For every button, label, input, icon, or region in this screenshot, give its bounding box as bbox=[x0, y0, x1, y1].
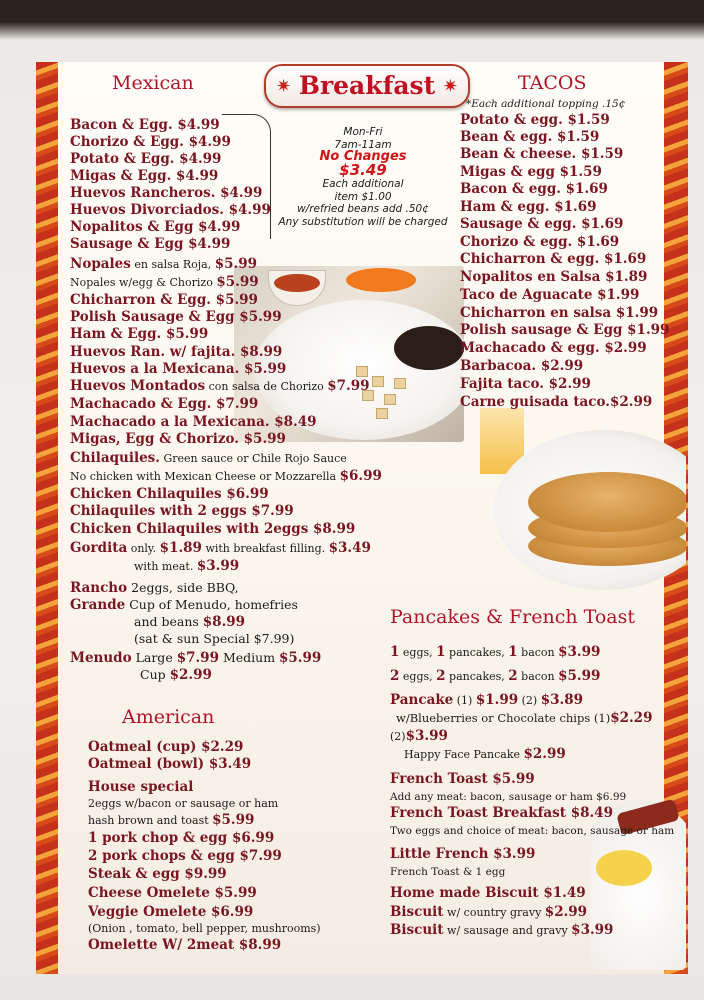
menu-item: Migas & Egg. $4.99 bbox=[70, 168, 219, 184]
item-price: $3.49 bbox=[328, 540, 371, 556]
taco-item: Nopalitos en Salsa $1.89 bbox=[460, 269, 648, 285]
item-price: $3.99 bbox=[558, 644, 601, 660]
taco-item: Barbacoa. $2.99 bbox=[460, 358, 584, 374]
taco-item: Taco de Aguacate $1.99 bbox=[460, 287, 640, 303]
potato-image bbox=[356, 366, 368, 377]
beans-image bbox=[394, 326, 464, 370]
pancakes-photo bbox=[468, 408, 686, 598]
item-name: Rancho bbox=[70, 580, 128, 596]
item-desc: eggs, bbox=[399, 646, 437, 659]
item-price: $5.99 bbox=[214, 256, 258, 272]
pancake-item: Home made Biscuit $1.49 bbox=[390, 885, 586, 901]
pancake-item-desc: Add any meat: bacon, sausage or ham $6.99 bbox=[390, 791, 627, 803]
item-qty: 2 bbox=[436, 668, 446, 684]
menu-item bbox=[70, 540, 371, 557]
taco-item: Chicharron en salsa $1.99 bbox=[460, 305, 659, 321]
item-price: $3.89 bbox=[540, 692, 583, 708]
menu-item: Chilaquiles with 2 eggs $7.99 bbox=[70, 503, 294, 519]
pancake-item bbox=[404, 746, 566, 763]
item-desc: only. bbox=[127, 542, 160, 555]
item-desc: and beans bbox=[134, 614, 203, 629]
menu-item: Cheese Omelete $5.99 bbox=[88, 885, 257, 901]
menu-item-desc: 2eggs w/bacon or sausage or ham bbox=[88, 797, 279, 810]
item-desc: bacon bbox=[517, 670, 559, 683]
menu-item: Potato & Egg. $4.99 bbox=[70, 151, 222, 167]
item-price: $5.99 bbox=[558, 668, 601, 684]
soup-image bbox=[274, 274, 320, 292]
menu-item: Machacado a la Mexicana. $8.49 bbox=[70, 414, 317, 430]
potato-image bbox=[384, 394, 396, 405]
pancake-item-desc: French Toast & 1 egg bbox=[390, 866, 506, 878]
pancake-item bbox=[390, 728, 448, 745]
special-line4: Any substitution will be charged bbox=[278, 215, 448, 228]
mexican-heading: Mexican bbox=[112, 72, 194, 94]
item-price: $6.99 bbox=[339, 468, 382, 484]
item-desc: Large bbox=[131, 650, 177, 665]
item-name: Biscuit bbox=[390, 904, 444, 920]
potato-image bbox=[376, 408, 388, 419]
breakfast-title-banner bbox=[264, 64, 470, 108]
menu-item bbox=[70, 274, 259, 291]
item-desc: hash brown and toast bbox=[88, 814, 213, 827]
item-price: $3.99 bbox=[196, 558, 240, 574]
item-desc: No chicken with Mexican Cheese or Mozzarella bbox=[70, 470, 340, 483]
item-desc: with breakfast filling. bbox=[201, 542, 329, 555]
menu-item: Huevos Divorciados. $4.99 bbox=[70, 202, 271, 218]
menu-item bbox=[70, 597, 298, 613]
item-price: $3.99 bbox=[571, 922, 614, 938]
tacos-note: *Each additional topping .15¢ bbox=[466, 98, 626, 110]
item-name: Nopales bbox=[70, 256, 131, 272]
menu-item: Machacado & Egg. $7.99 bbox=[70, 396, 259, 412]
item-name: Biscuit bbox=[390, 922, 444, 938]
special-hours: 7am-11am bbox=[334, 138, 392, 151]
item-desc: 2eggs, side BBQ, bbox=[127, 580, 239, 595]
item-desc: Medium bbox=[218, 650, 280, 665]
item-desc: w/Blueberries or Chocolate chips (1) bbox=[396, 711, 611, 725]
pancake-item: Little French $3.99 bbox=[390, 846, 536, 862]
item-name: Chilaquiles. bbox=[70, 450, 160, 466]
item-name: Huevos Montados bbox=[70, 378, 206, 394]
item-price: $7.99 bbox=[176, 650, 219, 666]
american-heading: American bbox=[122, 706, 215, 728]
special-line2: item $1.00 bbox=[334, 190, 392, 203]
item-name: Nopales w/egg & Chorizo bbox=[70, 276, 217, 289]
item-name: Menudo bbox=[70, 650, 132, 666]
pancake-item: French Toast $5.99 bbox=[390, 771, 535, 787]
menu-item: Omelette W/ 2meat $8.99 bbox=[88, 937, 282, 953]
star-icon: ✷ bbox=[276, 76, 292, 97]
item-price: $1.99 bbox=[475, 692, 519, 708]
taco-item: Migas & egg $1.59 bbox=[460, 164, 602, 180]
item-desc: (2) bbox=[518, 694, 541, 707]
menu-item: Huevos a la Mexicana. $5.99 bbox=[70, 361, 287, 377]
item-price: $7.99 bbox=[327, 378, 370, 394]
item-desc: bacon bbox=[517, 646, 559, 659]
taco-item: Machacado & egg. $2.99 bbox=[460, 340, 647, 356]
potato-image bbox=[394, 378, 406, 389]
menu-item: Ham & Egg. $5.99 bbox=[70, 326, 209, 342]
item-desc: eggs, bbox=[399, 670, 437, 683]
potato-image bbox=[372, 376, 384, 387]
item-desc: Green sauce or Chile Rojo Sauce bbox=[159, 452, 347, 465]
menu-item: Migas, Egg & Chorizo. $5.99 bbox=[70, 431, 286, 447]
item-price: $2.29 bbox=[610, 710, 653, 726]
item-name: Gordita bbox=[70, 540, 128, 556]
pancake-item bbox=[390, 692, 583, 709]
item-desc: en salsa Roja, bbox=[130, 258, 215, 271]
pancakes-heading: Pancakes & French Toast bbox=[390, 606, 635, 628]
item-qty: 2 bbox=[508, 668, 518, 684]
taco-item: Ham & egg. $1.69 bbox=[460, 199, 597, 215]
item-qty: 2 bbox=[390, 668, 400, 684]
item-price: $8.99 bbox=[202, 614, 246, 630]
menu-item bbox=[88, 812, 254, 829]
special-line3: w/refried beans add .50¢ bbox=[297, 203, 429, 215]
menu-item bbox=[70, 256, 257, 273]
item-desc: con salsa de Chorizo bbox=[205, 380, 328, 393]
special-price: $3.49 bbox=[339, 160, 387, 179]
menu-item bbox=[70, 450, 347, 467]
taco-item: Polish sausage & Egg $1.99 bbox=[460, 322, 670, 338]
item-desc: (2) bbox=[390, 730, 406, 743]
item-qty: 1 bbox=[508, 644, 518, 660]
item-qty: 1 bbox=[390, 644, 400, 660]
star-icon: ✷ bbox=[442, 76, 458, 97]
item-price: $5.99 bbox=[279, 650, 322, 666]
menu-item bbox=[140, 667, 212, 683]
item-qty: 1 bbox=[436, 644, 446, 660]
special-days: Mon-Fri bbox=[343, 126, 383, 138]
menu-item: Nopalitos & Egg $4.99 bbox=[70, 219, 241, 235]
menu-item-desc: (Onion , tomato, bell pepper, mushrooms) bbox=[88, 922, 321, 935]
menu-item bbox=[70, 378, 370, 395]
item-desc: Cup of Menudo, homefries bbox=[125, 597, 298, 612]
pancake-item bbox=[390, 904, 587, 921]
menu-item: Steak & egg $9.99 bbox=[88, 866, 227, 882]
item-desc: Happy Face Pancake bbox=[404, 748, 524, 761]
pancake-image bbox=[528, 472, 686, 532]
special-box bbox=[262, 126, 464, 228]
item-price: $2.99 bbox=[523, 746, 566, 762]
menu-item: Chicken Chilaquiles $6.99 bbox=[70, 486, 269, 502]
menu-item: House special bbox=[88, 779, 194, 795]
taco-item: Sausage & egg. $1.69 bbox=[460, 216, 624, 232]
taco-item: Bean & egg. $1.59 bbox=[460, 129, 600, 145]
taco-item: Bacon & egg. $1.69 bbox=[460, 181, 608, 197]
menu-item: Bacon & Egg. $4.99 bbox=[70, 117, 220, 133]
menu-item: Oatmeal (cup) $2.29 bbox=[88, 739, 244, 755]
menu-item: Chorizo & Egg. $4.99 bbox=[70, 134, 231, 150]
menu-item bbox=[70, 468, 382, 485]
menu-item: 1 pork chop & egg $6.99 bbox=[88, 830, 275, 846]
eggs-image bbox=[596, 850, 652, 886]
item-price: $1.89 bbox=[159, 540, 202, 556]
item-desc: (1) bbox=[453, 694, 476, 707]
item-price: $2.99 bbox=[544, 904, 588, 920]
pancake-item bbox=[396, 710, 652, 726]
left-border-decoration bbox=[36, 62, 58, 974]
menu-item bbox=[134, 558, 239, 575]
special-no-changes: No Changes bbox=[319, 149, 407, 164]
menu-item: Chicken Chilaquiles with 2eggs $8.99 bbox=[70, 521, 356, 537]
pancake-item bbox=[390, 922, 613, 939]
menu-item: Veggie Omelete $6.99 bbox=[88, 904, 254, 920]
item-price: $5.99 bbox=[216, 274, 259, 290]
menu-item: Chicharron & Egg. $5.99 bbox=[70, 292, 258, 308]
item-price: $2.99 bbox=[169, 667, 212, 683]
breakfast-title: Breakfast bbox=[298, 71, 436, 100]
pancake-item-desc: Two eggs and choice of meat: bacon, sausage or ham bbox=[390, 825, 675, 837]
pancake-item bbox=[390, 644, 600, 661]
container-image bbox=[346, 268, 416, 292]
menu-item bbox=[134, 614, 245, 630]
item-desc: pancakes, bbox=[445, 670, 509, 683]
taco-item: Bean & cheese. $1.59 bbox=[460, 146, 624, 162]
item-desc: Cup bbox=[140, 667, 170, 682]
item-desc: with meat. bbox=[134, 560, 197, 573]
taco-item: Fajita taco. $2.99 bbox=[460, 376, 591, 392]
menu-item: Huevos Rancheros. $4.99 bbox=[70, 185, 263, 201]
taco-item: Potato & egg. $1.59 bbox=[460, 112, 610, 128]
taco-item: Chorizo & egg. $1.69 bbox=[460, 234, 620, 250]
menu-item: Huevos Ran. w/ fajita. $8.99 bbox=[70, 344, 283, 360]
tacos-heading: TACOS bbox=[518, 72, 587, 94]
item-desc: pancakes, bbox=[445, 646, 509, 659]
menu-item bbox=[70, 580, 239, 596]
menu-item: Oatmeal (bowl) $3.49 bbox=[88, 756, 252, 772]
item-desc: w/ country gravy bbox=[443, 906, 545, 919]
item-price: $3.99 bbox=[405, 728, 448, 744]
menu-item bbox=[70, 650, 321, 666]
item-name: Pancake bbox=[390, 692, 454, 708]
menu-item: 2 pork chops & egg $7.99 bbox=[88, 848, 282, 864]
taco-item: Chicharron & egg. $1.69 bbox=[460, 251, 647, 267]
taco-item: Carne guisada taco.$2.99 bbox=[460, 394, 653, 410]
item-price: $5.99 bbox=[212, 812, 255, 828]
pancake-item: French Toast Breakfast $8.49 bbox=[390, 805, 613, 821]
pancake-item bbox=[390, 668, 600, 685]
special-line1: Each additional bbox=[322, 178, 404, 190]
item-name: Grande bbox=[70, 597, 126, 613]
menu-item: Polish Sausage & Egg $5.99 bbox=[70, 309, 282, 325]
menu-item-note: (sat & sun Special $7.99) bbox=[134, 631, 295, 646]
menu-item: Sausage & Egg $4.99 bbox=[70, 236, 231, 252]
item-desc: w/ sausage and gravy bbox=[443, 924, 572, 937]
